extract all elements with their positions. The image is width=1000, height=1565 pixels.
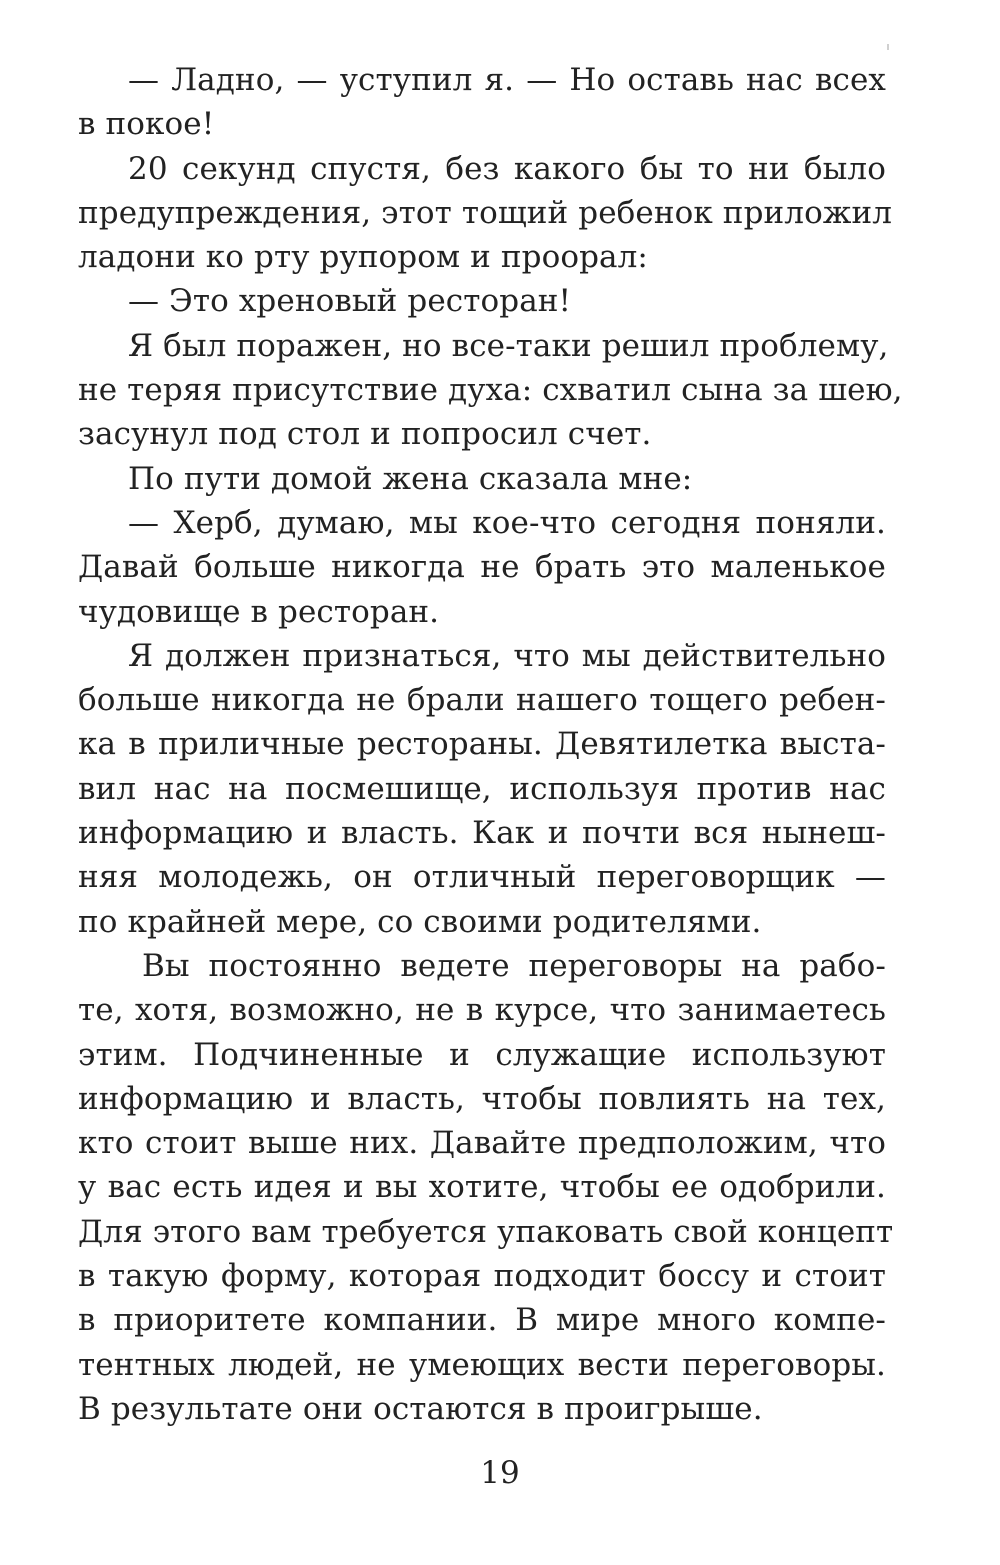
text-line: не теряя присутствие духа: схватил сына за шею,: [78, 372, 903, 409]
text-line: больше никогда не брали нашего тощего ребен-: [78, 682, 886, 719]
text-line: вил нас на посмешище, используя против нас: [78, 770, 886, 807]
text-line: Для этого вам требуется упаковать свой концепт: [78, 1213, 894, 1250]
text-line: в покое!: [78, 106, 215, 143]
text-line: в приоритете компании. В мире много компе-: [78, 1302, 886, 1339]
text-line: Я был поражен, но все-таки решил проблему,: [128, 327, 889, 364]
text-line: — Это хреновый ресторан!: [128, 283, 572, 320]
text-line: Давай больше никогда не брать это маленькое: [78, 549, 886, 586]
text-line: информацию и власть. Как и почти вся нынеш-: [78, 815, 886, 852]
text-line: те, хотя, возможно, не в курсе, что занимаетесь: [78, 992, 886, 1029]
text-line: тентных людей, не умеющих вести переговоры.: [78, 1346, 886, 1383]
text-line: 20 секунд спустя, без какого бы то ни было: [128, 150, 886, 187]
text-line: — Херб, думаю, мы кое-что сегодня поняли.: [128, 504, 886, 541]
page-number: 19: [480, 1455, 520, 1491]
text-line: ка в приличные рестораны. Девятилетка выста-: [78, 726, 886, 763]
text-line: По пути домой жена сказала мне:: [128, 460, 693, 497]
text-line: чудовище в ресторан.: [78, 593, 440, 630]
text-line: этим. Подчиненные и служащие используют: [78, 1036, 886, 1073]
text-line: информацию и власть, чтобы повлиять на тех,: [78, 1080, 886, 1117]
text-line: кто стоит выше них. Давайте предположим, что: [78, 1125, 886, 1162]
text-line: по крайней мере, со своими родителями.: [78, 903, 762, 940]
text-line: засунул под стол и попросил счет.: [78, 416, 652, 453]
text-line: Вы постоянно ведете переговоры на рабо-: [142, 947, 886, 984]
text-line: няя молодежь, он отличный переговорщик —: [78, 859, 886, 896]
text-line: Я должен признаться, что мы действительно: [128, 637, 886, 674]
text-line: у вас есть идея и вы хотите, чтобы ее одобрили.: [78, 1169, 886, 1206]
scan-speck: [887, 44, 889, 50]
text-line: ладони ко рту рупором и проорал:: [78, 239, 648, 276]
page-text: [78, 58, 903, 1431]
text-line: предупреждения, этот тощий ребенок приложил: [78, 194, 893, 231]
text-line: — Ладно, — уступил я. — Но оставь нас всех: [128, 62, 886, 98]
text-line: В результате они остаются в проигрыше.: [78, 1390, 763, 1427]
text-line: в такую форму, которая подходит боссу и стоит: [78, 1258, 886, 1295]
